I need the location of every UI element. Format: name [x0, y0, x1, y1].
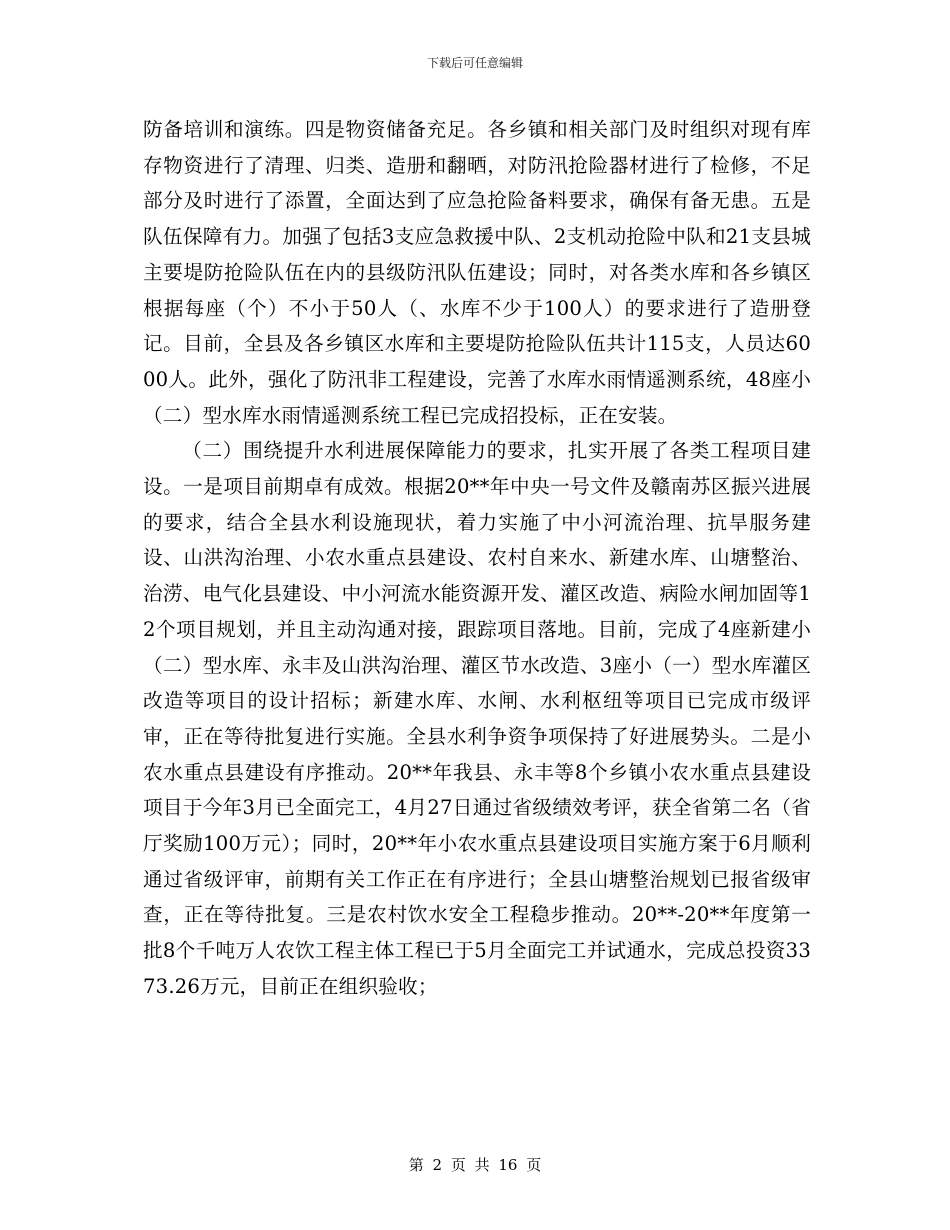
paragraph-section-two: （二）围绕提升水利进展保障能力的要求，扎实开展了各类工程项目建设。一是项目前期卓有成效。根据20**年中央一号文件及赣南苏区振兴进展的要求，结合全县水利设施现状，着力实施了中小河流治理、抗旱服务建设、山洪沟治理、小农水重点县建设、农村自来水、新建水库、山塘整治、治涝、电气化县建设、中小河流水能资源开发、灌区改造、病险水闸加固等12个项目规划，并且主动沟通对接，跟踪项目落地。目前，完成了4座新建小（二）型水库、永丰及山洪沟治理、灌区节水改造、3座小（一）型水库灌区改造等项目的设计招标；新建水库、水闸、水利枢纽等项目已完成市级评审，正在等待批复进行实施。全县水利争资争项保持了好进展势头。二是小农水重点县建设有序推动。20**年我县、永丰等8个乡镇小农水重点县建设项目于今年3月已全面完工，4月27日通过省级绩效考评，获全省第二名（省厅奖励100万元）；同时，20**年小农水重点县建设项目实施方案于6月顺利通过省级评审，前期有关工作正在有序进行；全县山塘整治规划已报省级审查，正在等待批复。三是农村饮水安全工程稳步推动。20**-20**年度第一批8个千吨万人农饮工程主体工程已于5月全面完工并试通水，完成总投资3373.26万元，目前正在组织验收；	[143, 439, 811, 998]
paragraph-continued: 防备培训和演练。四是物资储备充足。各乡镇和相关部门及时组织对现有库存物资进行了清理、归类、造册和翻晒，对防汛抢险器材进行了检修，不足部分及时进行了添置，全面达到了应急抢险备料要求，确保有备无患。五是队伍保障有力。加强了包括3支应急救援中队、2支机动抢险中队和21支县城主要堤防抢险队伍在内的县级防汛队伍建设；同时，对各类水库和各乡镇区根据每座（个）不小于50人（、水库不少于100人）的要求进行了造册登记。目前，全县及各乡镇区水库和主要堤防抢险队伍共计115支，人员达6000人。此外，强化了防汛非工程建设，完善了水库水雨情遥测系统，48座小（二）型水库水雨情遥测系统工程已完成招投标，正在安装。	[143, 118, 811, 427]
page-header-note: 下载后可任意编辑	[426, 56, 523, 70]
page-number-footer: 第 2 页 共 16 页	[408, 1156, 542, 1174]
document-body	[143, 112, 811, 1005]
